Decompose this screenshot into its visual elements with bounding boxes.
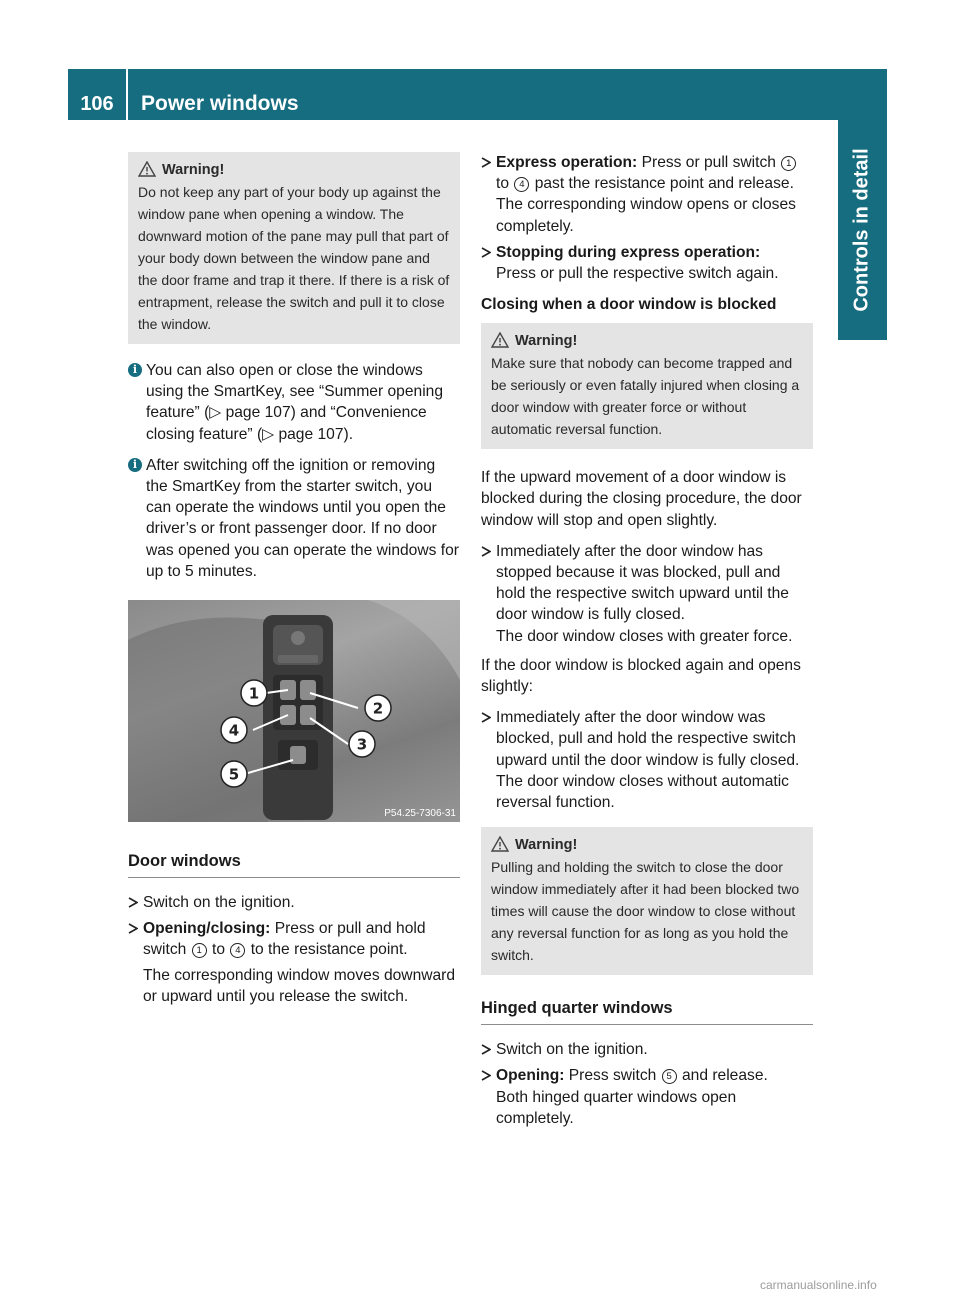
warning-triangle-icon	[138, 161, 156, 177]
step: Immediately after the door window was blocked, pull and hold the respective switch upward until the door window is fully closed. The door window closes without automatic reversal function.	[481, 707, 813, 813]
callout-ref-1: 1	[781, 156, 796, 171]
header-divider	[126, 69, 128, 120]
warning-triangle-icon	[491, 332, 509, 348]
callout-2-label: 2	[372, 699, 384, 718]
step-arrow-icon	[128, 923, 138, 934]
side-tab-label: Controls in detail	[850, 148, 873, 312]
info-icon: i	[128, 458, 142, 472]
door-panel-illustration	[128, 600, 460, 822]
callout-1-label: 1	[248, 684, 260, 703]
figure-code: P54.25-7306-31	[384, 808, 456, 820]
callout-5-label: 5	[228, 765, 240, 784]
callout-ref-4: 4	[230, 943, 245, 958]
step: Opening: Press switch 5 and release. Both hinged quarter windows open completely.	[481, 1065, 813, 1129]
callout-ref-5: 5	[662, 1069, 677, 1084]
warning-box	[481, 827, 813, 975]
section-heading-door-windows: Door windows	[128, 850, 460, 878]
section-heading-hinged: Hinged quarter windows	[481, 997, 813, 1025]
right-column	[481, 152, 813, 1134]
page-number: 106	[80, 93, 114, 115]
step-arrow-icon	[481, 1070, 491, 1081]
step: Opening/closing: Press or pull and hold switch 1 to 4 to the resistance point. The corresponding window moves downward or upward until you release the switch.	[128, 918, 460, 1007]
info-note: i After switching off the ignition or removing the SmartKey from the starter switch, you can operate the windows until you open the driver’s or front passenger door. If no door was opened you can operate the windows for up to 5 minutes.	[128, 455, 460, 582]
step-arrow-icon	[481, 157, 491, 168]
warning-box	[128, 152, 460, 344]
warning-heading: Warning!	[491, 834, 803, 856]
subheading-blocked: Closing when a door window is blocked	[481, 296, 777, 314]
step: Switch on the ignition.	[481, 1039, 813, 1060]
paragraph: If the door window is blocked again and opens slightly:	[481, 656, 801, 696]
step-arrow-icon	[481, 247, 491, 258]
page-title: Power windows	[141, 92, 299, 115]
info-note: i You can also open or close the windows using the SmartKey, see “Summer opening feature” (▷ page 107) and “Convenience closing feature” (▷ page 107).	[128, 360, 460, 445]
step: Stopping during express operation: Press or pull the respective switch again.	[481, 242, 813, 284]
left-column	[128, 152, 460, 1012]
warning-heading: Warning!	[491, 330, 803, 352]
warning-heading: Warning!	[138, 159, 450, 181]
warning-text: Do not keep any part of your body up against the window pane when opening a window. The downward motion of the pane may pull that part of your body down between the window pane and the door frame and trap it there. If there is a risk of entrapment, release the switch and pull it to close the window.	[138, 184, 450, 332]
step-arrow-icon	[481, 546, 491, 557]
window-switch-photo	[128, 600, 460, 822]
step-arrow-icon	[128, 897, 138, 908]
step-arrow-icon	[481, 1044, 491, 1055]
callout-3-label: 3	[356, 735, 368, 754]
callout-ref-4: 4	[514, 177, 529, 192]
warning-text: Make sure that nobody can become trapped and be seriously or even fatally injured when closing a door window with greater force or without automatic reversal function.	[491, 355, 800, 438]
step-arrow-icon	[481, 712, 491, 723]
warning-text: Pulling and holding the switch to close the door window immediately after it had been blocked two times will cause the door window to close without any reversal function for as long as you hold the switch.	[491, 859, 800, 964]
step: Express operation: Press or pull switch 1 to 4 past the resistance point and release. The corresponding window opens or closes completely.	[481, 152, 813, 237]
callout-ref-1: 1	[192, 943, 207, 958]
warning-box	[481, 323, 813, 449]
info-icon: i	[128, 363, 142, 377]
step: Switch on the ignition.	[128, 892, 460, 913]
paragraph: If the upward movement of a door window is blocked during the closing procedure, the door window will stop and open slightly.	[481, 469, 802, 529]
step: Immediately after the door window has stopped because it was blocked, pull and hold the respective switch upward until the door window is fully closed. The door window closes with greater force.	[481, 541, 813, 647]
callout-4-label: 4	[228, 721, 240, 740]
warning-triangle-icon	[491, 836, 509, 852]
watermark: carmanualsonline.info	[760, 1278, 877, 1292]
